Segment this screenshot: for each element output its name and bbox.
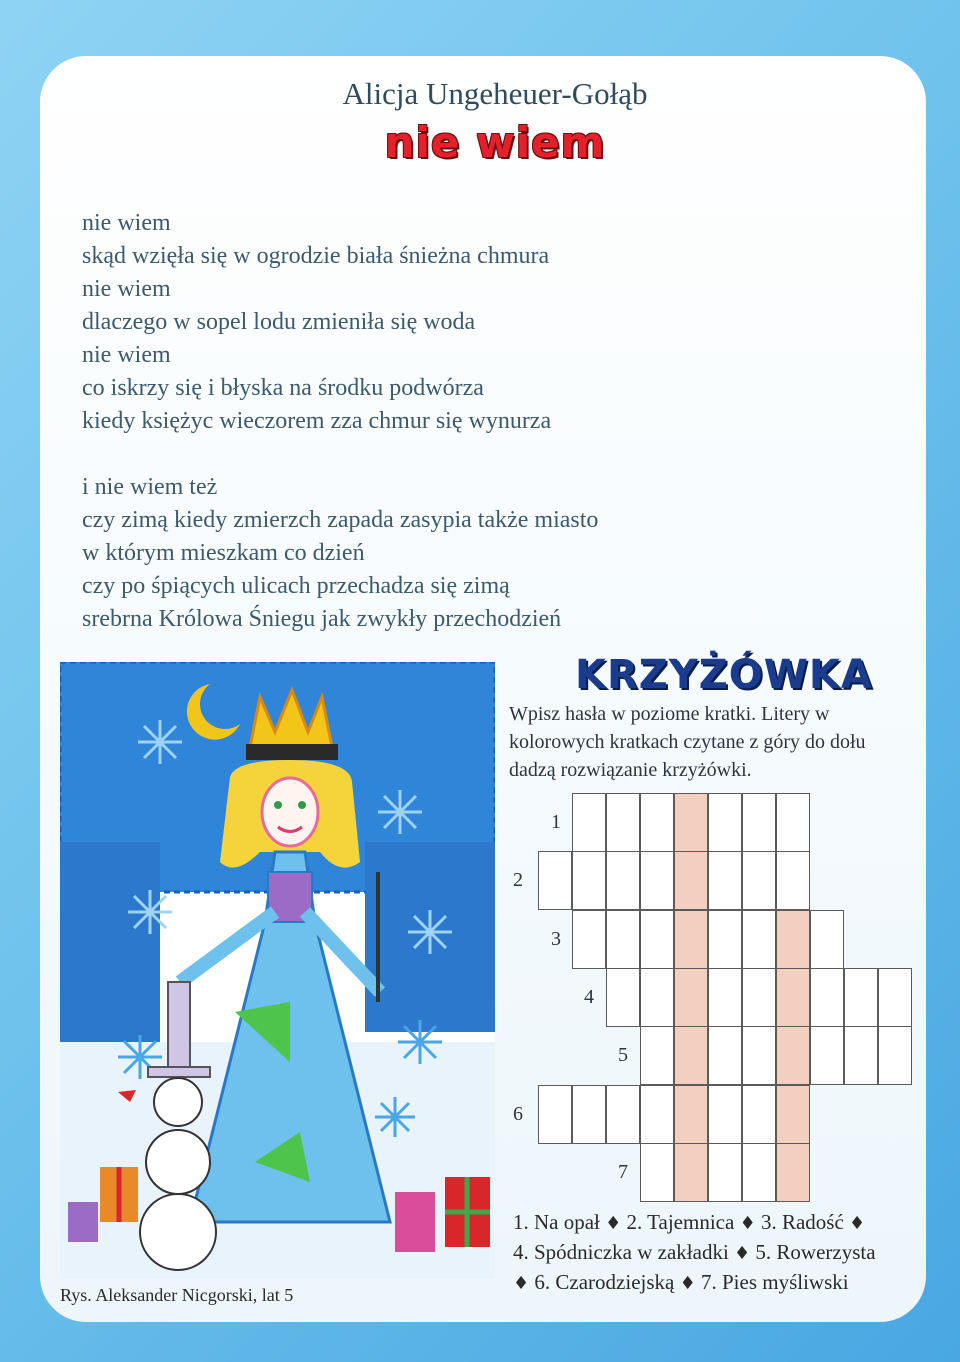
poem-line: dlaczego w sopel lodu zmieniła się woda: [82, 309, 476, 335]
clue: 1. Na opał: [513, 1210, 606, 1234]
crossword-cell[interactable]: [606, 1085, 640, 1144]
crossword-cell[interactable]: [674, 1143, 708, 1202]
clue: 5. Rowerzysta: [755, 1240, 876, 1264]
poem-line: i nie wiem też: [82, 474, 218, 500]
crossword-cell[interactable]: [674, 910, 708, 969]
clue-line: [513, 1268, 933, 1298]
author-name: Alicja Ungeheuer-Gołąb: [342, 76, 648, 111]
crossword-row-number: 6: [513, 1103, 523, 1125]
clue: 3. Radość: [760, 1210, 850, 1234]
diamond-icon: ♦: [513, 1273, 530, 1294]
diamond-icon: ♦: [739, 1213, 756, 1234]
poem-line: czy zimą kiedy zmierzch zapada zasypia także miasto: [82, 507, 599, 533]
child-drawing: [60, 662, 495, 1279]
crossword-cell[interactable]: [640, 910, 674, 969]
poem-line: czy po śpiących ulicach przechadza się zimą: [82, 573, 510, 599]
crossword-cell[interactable]: [844, 968, 878, 1027]
poem-line: srebrna Królowa Śniegu jak zwykły przechodzień: [82, 606, 562, 632]
poem-line: kiedy księżyc wieczorem zza chmur się wynurza: [82, 408, 552, 434]
crossword-cell[interactable]: [606, 968, 640, 1027]
crossword-cell[interactable]: [708, 1143, 742, 1202]
crossword-cell[interactable]: [742, 968, 776, 1027]
snow-queen-drawing: [60, 662, 495, 1279]
poem-line: [82, 438, 598, 471]
crossword-cell[interactable]: [810, 968, 844, 1027]
crossword-cell[interactable]: [742, 1026, 776, 1085]
poem-line: nie wiem: [82, 276, 171, 302]
crossword-cell[interactable]: [776, 793, 810, 852]
crossword-cell[interactable]: [572, 793, 606, 852]
crossword-cell[interactable]: [640, 1026, 674, 1085]
crossword-cell[interactable]: [878, 1026, 912, 1085]
crossword-cell[interactable]: [640, 1143, 674, 1202]
clue: 4. Spódniczka w zakładki: [513, 1240, 735, 1264]
crossword-row-number: 5: [618, 1044, 628, 1066]
crossword-cell[interactable]: [776, 851, 810, 910]
crossword-instructions: Wpisz hasła w poziome kratki. Litery w kolorowych kratkach czytane z góry do dołu dadzą rozwiązanie krzyżówki.: [509, 703, 866, 781]
poem-line: w którym mieszkam co dzień: [82, 540, 365, 566]
clue-line: [513, 1208, 933, 1238]
crossword-cell[interactable]: [708, 1085, 742, 1144]
crossword-cell[interactable]: [606, 851, 640, 910]
clue: 7. Pies myśliwski: [700, 1270, 849, 1294]
crossword-cell[interactable]: [776, 968, 810, 1027]
crossword-clues: [513, 1208, 933, 1298]
crossword-cell[interactable]: [776, 1085, 810, 1144]
poem-text: [82, 207, 598, 636]
crossword-cell[interactable]: [708, 968, 742, 1027]
clue-line: [513, 1238, 933, 1268]
crossword-cell[interactable]: [538, 1085, 572, 1144]
poem-line: skąd wzięła się w ogrodzie biała śnieżna chmura: [82, 243, 550, 269]
crossword-cell[interactable]: [572, 910, 606, 969]
poem-line: nie wiem: [82, 342, 171, 368]
poem-line: co iskrzy się i błyska na środku podwórza: [82, 375, 484, 401]
crossword-heading: KRZYŻÓWKA: [575, 652, 873, 698]
crossword-cell[interactable]: [606, 910, 640, 969]
crossword-cell[interactable]: [776, 1143, 810, 1202]
crossword-cell[interactable]: [606, 793, 640, 852]
crossword-cell[interactable]: [742, 1143, 776, 1202]
crossword-cell[interactable]: [708, 793, 742, 852]
crossword-cell[interactable]: [810, 1026, 844, 1085]
crossword-cell[interactable]: [572, 1085, 606, 1144]
crossword-row-number: 2: [513, 869, 523, 891]
crossword-row-number: 4: [584, 986, 594, 1008]
crossword-cell[interactable]: [674, 1085, 708, 1144]
crossword-cell[interactable]: [640, 851, 674, 910]
crossword-cell[interactable]: [742, 910, 776, 969]
crossword-cell[interactable]: [674, 851, 708, 910]
crossword-cell[interactable]: [708, 910, 742, 969]
crossword-cell[interactable]: [674, 793, 708, 852]
crossword-row-number: 7: [618, 1161, 628, 1183]
crossword-cell[interactable]: [844, 1026, 878, 1085]
diamond-icon: ♦: [734, 1243, 751, 1264]
crossword-cell[interactable]: [640, 793, 674, 852]
clue: 2. Tajemnica: [626, 1210, 740, 1234]
poem-line: nie wiem: [82, 210, 171, 236]
crossword-cell[interactable]: [708, 1026, 742, 1085]
clue: 6. Czarodziejską: [529, 1270, 680, 1294]
diamond-icon: ♦: [849, 1213, 866, 1234]
drawing-caption: Rys. Aleksander Nicgorski, lat 5: [60, 1285, 294, 1305]
crossword-row-number: 3: [551, 928, 561, 950]
crossword-cell[interactable]: [776, 1026, 810, 1085]
crossword-cell[interactable]: [810, 910, 844, 969]
crossword-cell[interactable]: [674, 968, 708, 1027]
poem-title: nie wiem: [384, 118, 606, 167]
crossword-cell[interactable]: [742, 851, 776, 910]
crossword-cell[interactable]: [742, 1085, 776, 1144]
crossword-cell[interactable]: [674, 1026, 708, 1085]
crossword-cell[interactable]: [538, 851, 572, 910]
diamond-icon: ♦: [679, 1273, 696, 1294]
crossword-cell[interactable]: [878, 968, 912, 1027]
crossword-row-number: 1: [551, 811, 561, 833]
crossword-cell[interactable]: [708, 851, 742, 910]
crossword-cell[interactable]: [776, 910, 810, 969]
crossword-cell[interactable]: [572, 851, 606, 910]
crossword-cell[interactable]: [640, 968, 674, 1027]
crossword-cell[interactable]: [640, 1085, 674, 1144]
diamond-icon: ♦: [605, 1213, 622, 1234]
crossword-cell[interactable]: [742, 793, 776, 852]
